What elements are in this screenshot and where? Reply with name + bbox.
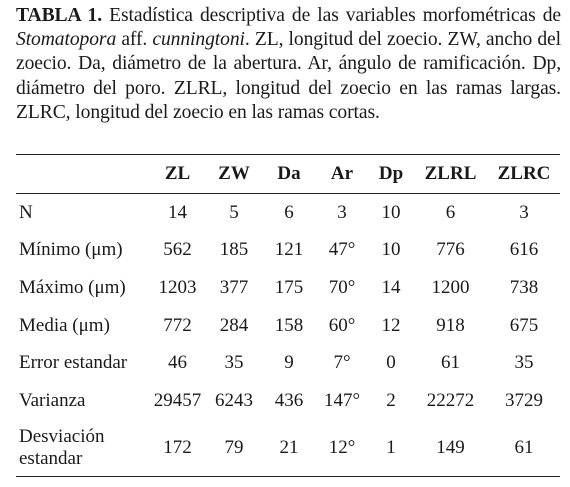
statistics-table (16, 154, 560, 477)
table-row (16, 269, 560, 307)
table-cell: 10 (381, 239, 401, 261)
header-da: Da (277, 163, 301, 184)
table-cell: 60° (328, 314, 356, 336)
table-cell: 172 (163, 436, 192, 458)
table-cell: 61 (514, 436, 534, 458)
table-cell: 12° (328, 436, 356, 458)
table-cell: 158 (274, 314, 304, 336)
caption-genus: Stomatopora (16, 29, 117, 51)
table-cell: 5 (229, 201, 239, 223)
header-zw: ZW (218, 163, 250, 184)
caption-text-abbreviations: . ZL, longitud del zoecio. ZW, ancho del zoecio. Da, diámetro de la abertura. Ar, ángulo de ramificación. Dp, diámetro del poro. ZLRL, longitud del zoecio en las ramas largas. ZLRC, longitud del zoecio en las ramas cortas. (16, 29, 561, 123)
table-cell: 562 (163, 239, 192, 261)
table-cell: 14 (168, 201, 187, 223)
table-row (16, 344, 560, 382)
table-cell: 6243 (215, 389, 253, 411)
table-cell: 0 (386, 352, 396, 374)
table-cell: 1203 (158, 276, 197, 298)
table-cell: 12 (381, 314, 401, 336)
header-ar: Ar (330, 163, 354, 184)
table-cell: 3 (519, 201, 529, 223)
table-cell: 79 (224, 436, 244, 458)
header-zlrc: ZLRC (497, 163, 551, 184)
table-cell: 675 (509, 314, 539, 336)
table-cell: 738 (509, 276, 539, 298)
table-header-row (16, 155, 560, 194)
header-zl: ZL (164, 163, 191, 184)
row-label: Mínimo (μm) (19, 239, 123, 261)
table-cell: 35 (514, 352, 534, 374)
table-row (16, 382, 560, 420)
table-cell: 436 (274, 389, 304, 411)
table-cell: 3 (337, 201, 347, 223)
table-cell: 70° (328, 276, 356, 298)
header-empty (16, 155, 150, 194)
table-cell: 6 (284, 201, 294, 223)
row-label: Error estandar (19, 352, 128, 374)
table-cell: 3729 (505, 389, 543, 411)
table-cell: 6 (445, 201, 456, 223)
table-cell: 35 (224, 352, 244, 374)
table-cell: 175 (274, 276, 304, 298)
table-row (16, 420, 560, 477)
caption-species: cunningtoni (152, 29, 245, 51)
table-row (16, 307, 560, 345)
table-row (16, 194, 560, 232)
table-cell: 46 (168, 352, 187, 374)
header-zlrl: ZLRL (424, 163, 477, 184)
table-cell: 185 (219, 239, 249, 261)
table-cell: 22272 (426, 389, 475, 411)
table-cell: 616 (509, 239, 539, 261)
table-cell: 1200 (431, 276, 470, 298)
table-cell: 7° (333, 352, 351, 374)
table-cell: 776 (436, 239, 465, 261)
row-label: Desviación estandar (19, 425, 105, 469)
table-cell: 147° (323, 389, 361, 411)
table-cell: 61 (441, 352, 460, 374)
table-cell: 9 (284, 352, 294, 374)
caption-aff: aff. (116, 29, 153, 51)
row-label: N (19, 201, 33, 223)
table-cell: 918 (436, 314, 465, 336)
row-label: Varianza (19, 389, 86, 411)
table-cell: 21 (279, 436, 299, 458)
row-label: Media (μm) (19, 314, 110, 336)
table-cell: 47° (328, 239, 356, 261)
table-cell: 1 (386, 436, 396, 458)
table-row (16, 232, 560, 270)
table-cell: 10 (381, 201, 401, 223)
table-cell: 14 (381, 276, 401, 298)
table-cell: 284 (219, 314, 249, 336)
table-cell: 2 (386, 389, 396, 411)
table-caption (16, 4, 561, 125)
table-cell: 772 (163, 314, 192, 336)
header-dp: Dp (378, 163, 404, 184)
row-label: Máximo (μm) (19, 276, 126, 298)
table-cell: 29457 (153, 389, 202, 411)
table-cell: 377 (219, 276, 249, 298)
caption-lead: TABLA 1. (16, 5, 103, 26)
caption-text-intro: Estadística descriptiva de las variables morfométricas de (102, 5, 562, 26)
table-cell: 121 (274, 239, 304, 261)
table-cell: 149 (436, 436, 465, 458)
